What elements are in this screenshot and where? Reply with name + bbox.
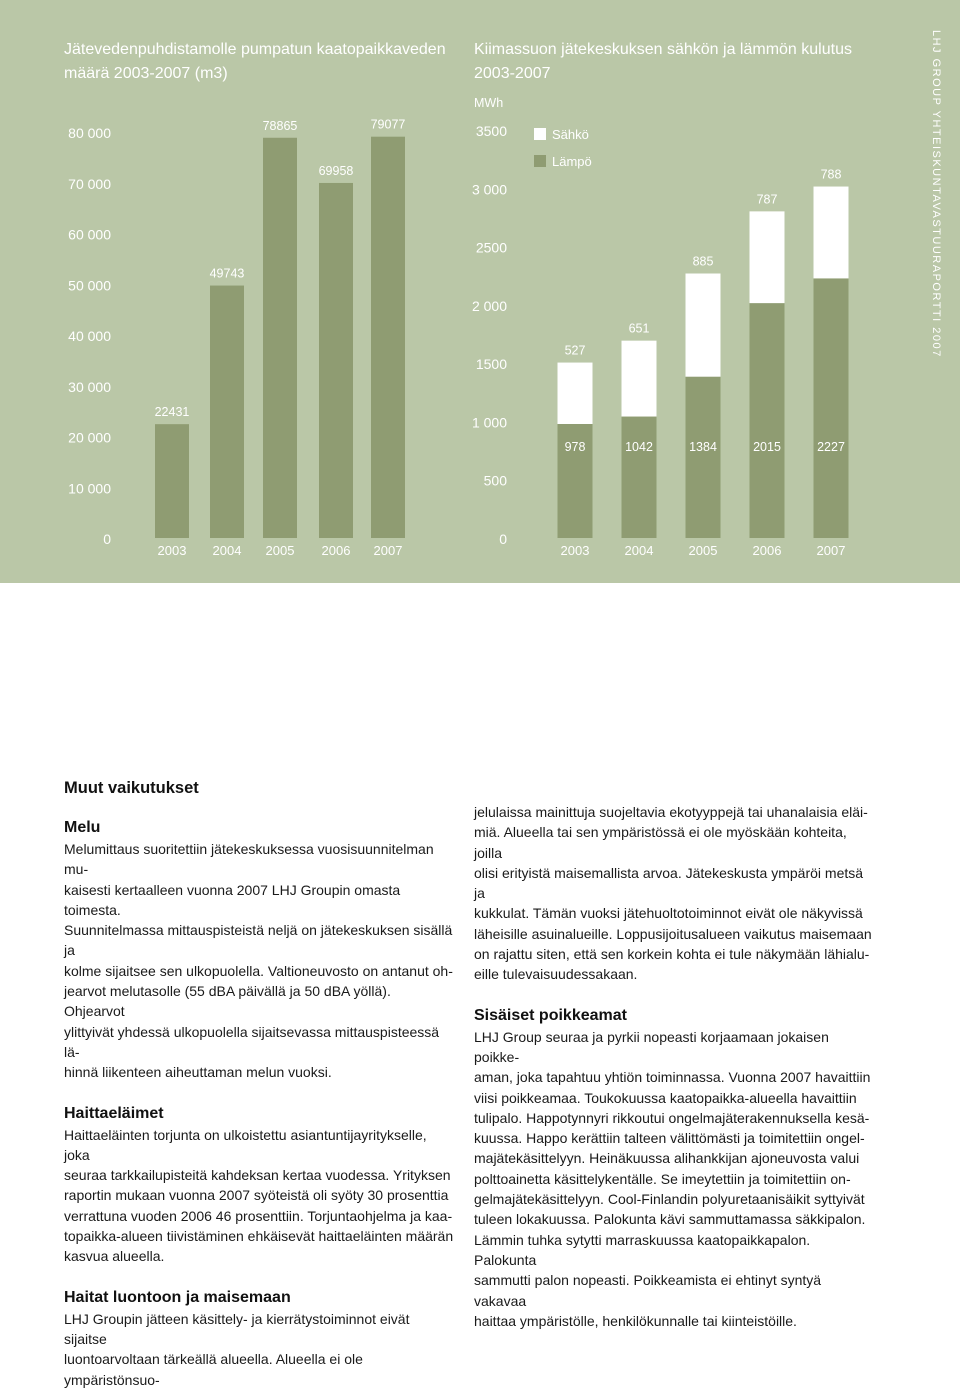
- chart2-y-tick-label: 2500: [475, 239, 507, 256]
- text-line: LHJ Group seuraa ja pyrkii nopeasti korjaamaan jokaisen poikke-: [474, 1028, 829, 1065]
- chart1-title-line2: määrä 2003-2007 (m3): [64, 65, 228, 82]
- chart2-data-label-lampo: 2015: [753, 440, 781, 454]
- chart2-y-tick-label: 3500: [475, 123, 507, 139]
- chart2-bar-sahko-2006: [750, 211, 785, 303]
- text-line: Haittaeläinten torjunta on ulkoistettu asiantuntijayritykselle, joka: [64, 1126, 427, 1163]
- chart2-y-tick-label: 0: [499, 531, 507, 547]
- chart2-data-label-sahko: 651: [628, 321, 650, 336]
- chart2-y-tick-label: 3 000: [471, 181, 507, 198]
- text-line: viisi poikkeamaa. Toukokuussa kaatopaikka-alueella havaittiin: [474, 1089, 857, 1106]
- chart2-x-tick-label: 2007: [816, 543, 846, 558]
- chart1-y-tick-label: 50 000: [68, 277, 111, 294]
- charts-svg: [0, 0, 960, 583]
- chart2-y-tick-label: 500: [483, 472, 507, 489]
- chart1-y-tick-label: 60 000: [68, 226, 111, 243]
- chart2-x-tick-label: 2004: [624, 543, 654, 558]
- chart2-title-line1: Kiimassuon jätekeskuksen sähkön ja lämmön kulutus: [474, 41, 852, 58]
- chart2-y-tick-label: 2 000: [471, 297, 507, 314]
- haitat-heading: Haitat luontoon ja maisemaan: [64, 1288, 291, 1306]
- chart2-data-label-lampo: 978: [564, 440, 586, 454]
- haittaelaimet-heading: Haittaeläimet: [64, 1104, 164, 1122]
- poikkeamat-text: [474, 1027, 874, 1331]
- chart2-bar-sahko-2003: [558, 363, 593, 424]
- poikkeamat-heading: Sisäiset poikkeamat: [474, 1006, 627, 1024]
- melu-text: [64, 839, 454, 1083]
- chart2-bar-lampo-2007: [814, 278, 849, 538]
- text-line: LHJ Groupin jätteen käsittely- ja kierrätystoiminnot eivät sijaitse: [64, 1310, 410, 1347]
- chart2-data-label-sahko: 788: [820, 167, 842, 182]
- chart2-data-label-lampo: 2227: [817, 440, 845, 454]
- chart1-y-tick-label: 0: [103, 531, 111, 547]
- chart2-data-label-sahko: 885: [692, 254, 714, 269]
- chart2-bar-lampo-2006: [750, 303, 785, 538]
- chart2-legend-label-sahko: Sähkö: [552, 127, 589, 142]
- text-line: verrattuna vuoden 2006 46 prosenttiin. Torjuntaohjelma ja kaa-: [64, 1207, 453, 1224]
- chart1-data-label: 49743: [209, 266, 245, 281]
- chart2-data-label-lampo: 1384: [689, 440, 717, 454]
- chart1-bar-2004: [210, 286, 244, 538]
- text-line: tuleen lokakuussa. Palokunta kävi sammuttamassa säkkipalon.: [474, 1211, 866, 1228]
- chart2-legend-label-lampo: Lämpö: [552, 154, 592, 169]
- text-line: haittaa ympäristölle, henkilökunnalle tai kiinteistöille.: [474, 1312, 797, 1329]
- text-line: majätekäsittelyyn. Heinäkuussa alihankkijan ajoneuvosta valui: [474, 1150, 860, 1167]
- chart1-data-label: 69958: [318, 163, 354, 178]
- chart1-y-tick-label: 30 000: [68, 378, 111, 395]
- chart1-y-tick-label: 40 000: [68, 328, 111, 344]
- chart2-y-tick-label: 1 000: [471, 414, 507, 431]
- chart2-y-tick-label: 1500: [475, 356, 507, 373]
- chart1-bar-2007: [371, 137, 405, 538]
- text-line: sammutti palon nopeasti. Poikkeamista ei ehtinyt syntyä vakavaa: [474, 1272, 822, 1309]
- haitat-continued-text: [474, 802, 874, 985]
- chart1-bar-2003: [155, 424, 189, 538]
- chart1-title-line1: Jätevedenpuhdistamolle pumpatun kaatopaikkaveden: [64, 41, 446, 58]
- chart1-x-tick-label: 2007: [373, 543, 403, 558]
- chart1-x-tick-label: 2003: [157, 543, 187, 558]
- chart1-bar-2006: [319, 183, 353, 538]
- chart1-data-label: 79077: [370, 117, 406, 132]
- chart2-bar-sahko-2004: [622, 341, 657, 417]
- text-line: Melumittaus suoritettiin jätekeskuksessa vuosisuunnitelman mu-: [64, 841, 434, 878]
- text-line: jelulaissa mainittuja suojeltavia ekotyyppejä tai uhanalaisia eläi-: [474, 804, 868, 820]
- text-line: läheisille asuinalueille. Loppusijoitusalueen vaikutus maisemaan: [474, 925, 872, 942]
- chart-panel: [0, 0, 960, 583]
- chart1-x-tick-label: 2004: [212, 543, 242, 558]
- text-line: raportin mukaan vuonna 2007 syöteistä oli syöty 30 prosenttia: [64, 1187, 449, 1204]
- chart2-data-label-sahko: 787: [756, 192, 778, 207]
- text-line: seuraa tarkkailupisteitä kahdeksan kertaa vuodessa. Yrityksen: [64, 1167, 451, 1184]
- chart2-y-axis-label: MWh: [474, 96, 504, 110]
- text-line: polttoainetta käsittelykentälle. Se imeytettiin ja toimitettiin on-: [474, 1170, 851, 1187]
- text-line: olisi erityistä maisemallista arvoa. Jätekeskusta ympäröi metsä ja: [474, 864, 864, 902]
- chart2-bar-lampo-2004: [622, 417, 657, 538]
- chart2-x-tick-label: 2005: [688, 543, 718, 558]
- chart2-title-line2: 2003-2007: [474, 65, 551, 82]
- text-line: kasvua alueella.: [64, 1248, 165, 1265]
- chart2-x-tick-label: 2006: [752, 543, 782, 558]
- chart2-bar-sahko-2005: [686, 273, 721, 376]
- chart1-data-label: 22431: [154, 405, 190, 420]
- text-line: Lämmin tuhka sytytti marraskuussa kaatopaikkapalon. Palokunta: [474, 1231, 811, 1268]
- chart2-bar-lampo-2005: [686, 377, 721, 538]
- text-line: tulipalo. Happotynnyri rikkoutui ongelmajäterakennuksella kesä-: [474, 1109, 870, 1126]
- section-heading: Muut vaikutukset: [64, 779, 199, 797]
- text-line: jearvot melutasolle (55 dBA päivällä ja 50 dBA yöllä). Ohjearvot: [64, 983, 391, 1020]
- text-line: ylittyivät yhdessä ulkopuolella sijaitsevassa mittauspisteessä lä-: [64, 1023, 440, 1060]
- text-line: hinnä liikenteen aiheuttaman melun vuoksi.: [64, 1064, 332, 1081]
- chart2-x-tick-label: 2003: [560, 543, 590, 558]
- text-line: eille tulevaisuudessakaan.: [474, 966, 638, 983]
- chart1-bar-2005: [263, 138, 297, 538]
- haittaelaimet-text: [64, 1125, 454, 1267]
- text-line: aman, joka tapahtuu yhtiön toiminnassa. Vuonna 2007 havaittiin: [474, 1069, 871, 1086]
- text-line: luontoarvoltaan tärkeällä alueella. Alueella ei ole ympäristönsuo-: [64, 1351, 363, 1388]
- text-line: on rajattu siten, että sen korkein kohta ei tule näkymään lähialu-: [474, 946, 870, 963]
- report-side-text: LHJ GROUP YHTEISKUNTAVASTUURAPORTTI 2007: [930, 30, 942, 358]
- chart2-legend-swatch-sahko: [534, 128, 546, 140]
- chart2-bar-sahko-2007: [814, 187, 849, 279]
- chart2-data-label-lampo: 1042: [625, 440, 653, 454]
- chart1-y-tick-label: 10 000: [68, 480, 111, 497]
- text-line: gelmajätekäsittelyyn. Cool-Finlandin polyuretaanisäikit syttyivät: [474, 1191, 865, 1208]
- chart1-y-tick-label: 70 000: [68, 175, 111, 192]
- melu-heading: Melu: [64, 819, 101, 836]
- text-line: Suunnitelmassa mittauspisteistä neljä on jätekeskuksen sisällä ja: [64, 922, 453, 959]
- right-column: [474, 802, 874, 1331]
- left-column: [64, 778, 454, 1390]
- text-line: miä. Alueella tai sen ympäristössä ei ole myöskään kohteita, joilla: [474, 824, 847, 861]
- chart2-data-label-sahko: 527: [564, 343, 586, 358]
- chart2-legend-swatch-lampo: [534, 155, 546, 167]
- text-line: topaikka-alueen tiivistäminen ehkäisevät haittaeläinten määrän: [64, 1228, 454, 1245]
- text-line: kolme sijaitsee sen ulkopuolella. Valtioneuvosto on antanut oh-: [64, 962, 453, 979]
- chart1-x-tick-label: 2005: [265, 543, 295, 558]
- chart1-data-label: 78865: [262, 118, 298, 133]
- text-line: kuussa. Happo kerättiin talteen välittömästi ja toimitettiin ongel-: [474, 1130, 865, 1147]
- chart1-y-tick-label: 20 000: [68, 429, 111, 446]
- chart1-y-tick-label: 80 000: [68, 125, 111, 141]
- text-line: kaisesti kertaalleen vuonna 2007 LHJ Groupin omasta toimesta.: [64, 881, 401, 918]
- haitat-text: [64, 1309, 454, 1390]
- chart1-x-tick-label: 2006: [321, 543, 351, 558]
- text-line: kukkulat. Tämän vuoksi jätehuoltotoiminnot eivät ole näkyvissä: [474, 905, 863, 922]
